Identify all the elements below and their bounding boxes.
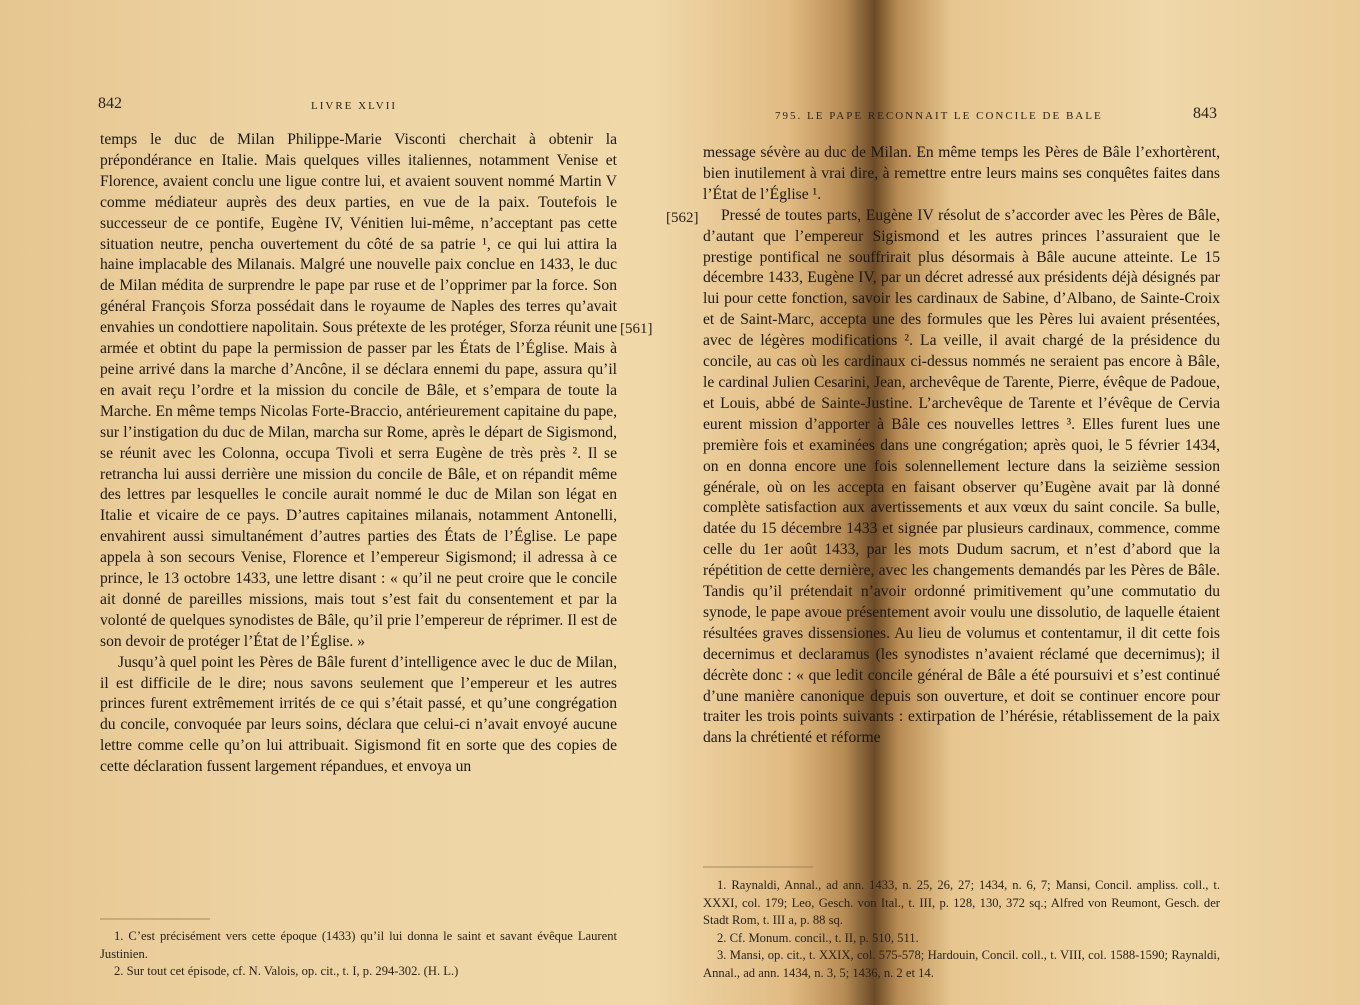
- left-page: [0, 0, 655, 1005]
- paragraph: Pressé de toutes parts, Eugène IV résolut de s’accorder avec les Pères de Bâle, d’autant que l’empereur Sigismond et les autres princes l’assuraient que le prestige pontifical ne souffrirait plus désormais à Bâle aucune atteinte. Le 15 décembre 1433, Eugène IV, par un décret adressé aux présidents déjà désignés par lui pour cette fonction, savoir les cardinaux de Sabine, d’Albano, de Sainte-Croix et de Saint-Marc, accepta une des formules que les Pères lui avaient présentées, avec de légères modifications ². La veille, il avait chargé de la présidence du concile, au cas où les cardinaux ci-dessus nommés ne seraient pas encore à Bâle, le cardinal Julien Cesarini, Jean, archevêque de Tarente, Pierre, évêque de Padoue, et Louis, abbé de Sainte-Justine. L’archevêque de Tarente et l’évêque de Cervia eurent mission d’apporter à Bâle ces nouvelles lettres ³. Elles furent lues une première fois et examinées dans une congrégation; après quoi, le 5 février 1434, on en donna encore une fois solennellement lecture dans la seizième session générale, où on les accepta en faisant observer qu’Eugène avait par là donné complète satisfaction aux avertissements et aux vœux du saint concile. Sa bulle, datée du 15 décembre 1433 et signée par plusieurs cardinaux, commence, comme celle du 1er août 1433, par les mots Dudum sacrum, et n’est d’abord que la répétition de cette dernière, avec les changements demandés par les Pères de Bâle. Tandis qu’il prétendait n’avoir ordonné primitivement qu’une commutatio du synode, le pape avoue présentement avoir voulu une dissolutio, de laquelle étaient résultées graves dissensiones. Au lieu de volumus et contentamur, il dit cette fois decernimus et declaramus (les synodistes n’avaient réclamé que decernimus); il décrète donc : « que ledit concile général de Bâle a été poursuivi et s’est continué d’une manière canonique depuis son ouverture, et doit se continuer encore pour traiter les trois points suivants : extirpation de l’hérésie, rétablissement de la paix dans la chrétienté et réforme: [703, 206, 1220, 747]
- footnote-rule: [100, 918, 210, 920]
- footnotes: [703, 877, 1220, 982]
- right-page: [660, 0, 1360, 1005]
- body-text: [100, 130, 617, 778]
- paragraph: message sévère au duc de Milan. En même temps les Pères de Bâle l’exhortèrent, bien inutilement à vrai dire, à remettre entre leurs mains ses conquêtes faites dans l’État de l’Église ¹.: [703, 144, 1220, 203]
- running-title: LIVRE XLVII: [311, 100, 398, 112]
- footnote: 3. Mansi, op. cit., t. XXIX, col. 575-578; Hardouin, Concil. coll., t. VIII, col. 1588-1590; Raynaldi, Annal., ad ann. 1434, n. 3, 5; 1436, n. 2 et 14.: [703, 948, 1220, 980]
- margin-page-marker: [562]: [666, 210, 699, 226]
- footnote: 2. Sur tout cet épisode, cf. N. Valois, op. cit., t. I, p. 294-302. (H. L.): [114, 964, 459, 978]
- footnote: 1. Raynaldi, Annal., ad ann. 1433, n. 25, 26, 27; 1434, n. 6, 7; Mansi, Concil. ampliss. coll., t. XXXI, col. 179; Leo, Gesch. von Ital., t. III, p. 128, 130, 372 sq.; Alfred von Reumont, Gesch. der Stadt Rom, t. III a, p. 88 sq.: [703, 878, 1220, 927]
- paragraph: temps le duc de Milan Philippe-Marie Visconti cherchait à obtenir la prépondérance en Italie. Mais quelques villes italiennes, notamment Venise et Florence, avaient conclu une ligue contre lui, et avaient souvent nommé Martin V comme médiateur auprès des deux parties, en vue de la paix. Toutefois le successeur de ce pontife, Eugène IV, Vénitien lui-même, n’acceptant pas cette situation neutre, pencha ouvertement du côté de sa patrie ¹, ce qui lui attira la haine implacable des Milanais. Malgré une nouvelle paix conclue en 1433, le duc de Milan médita de surprendre le pape par ruse et de l’opprimer par la force. Son général François Sforza possédait dans le royaume de Naples des terres qu’avait envahies un condottiere napolitain. Sous prétexte de les protéger, Sforza réunit une armée et obtint du pape la permission de passer par les États de l’Église. Mais à peine arrivé dans la marche d’Ancône, il se déclara ennemi du pape, assura qu’il en avait reçu l’ordre et la mission du concile de Bâle, et s’empara de toute la Marche. En même temps Nicolas Forte-Braccio, antérieurement capitaine du pape, sur l’instigation du duc de Milan, marcha sur Rome, après le départ de Sigismond, se réunit avec les Colonna, occupa Tivoli et serra Eugène de très près ². Il se retrancha lui aussi derrière une mission du concile de Bâle, et on répandit même des lettres par lesquelles le concile aurait nommé le duc de Milan son légat en Italie et vicaire de ce pays. D’autres capitaines milanais, notamment Antonelli, envahirent aussi simultanément d’autres parties des États de l’Église. Le pape appela à son secours Venise, Florence et l’empereur Sigismond; il adressa à ce prince, le 13 octobre 1433, une lettre disant : « qu’il ne peut croire que le concile ait donné de pareilles missions, mais tout s’est fait du consentement et par la volonté de quelques synodistes de Bâle, qu’il prie l’empereur de réprimer. Il est de son devoir de protéger l’État de l’Église. »: [100, 131, 617, 650]
- running-title: 795. LE PAPE RECONNAIT LE CONCILE DE BALE: [775, 110, 1103, 122]
- footnote: 2. Cf. Monum. concil., t. II, p. 510, 511.: [717, 930, 919, 945]
- footnote: 1. C’est précisément vers cette époque (1433) qu’il lui donna le saint et savant évêque Laurent Justinien.: [100, 929, 617, 961]
- paragraph: Jusqu’à quel point les Pères de Bâle furent d’intelligence avec le duc de Milan, il est difficile de le dire; nous savons seulement que l’empereur et les autres princes furent extrêmement irrités de ce qui s’était passé, et qu’une congrégation du concile, convoquée par leurs soins, déclara que celui-ci n’avait envoyé aucune lettre comme celle qu’on lui attribuait. Sigismond fit en sorte que des copies de cette déclaration fussent largement répandues, et envoya un: [100, 653, 617, 776]
- footnotes: [100, 928, 617, 981]
- footnote-rule: [703, 866, 813, 868]
- page-number: 843: [1193, 105, 1217, 122]
- margin-page-marker: [561]: [620, 321, 653, 337]
- page-number: 842: [98, 95, 122, 112]
- body-text: [703, 143, 1220, 749]
